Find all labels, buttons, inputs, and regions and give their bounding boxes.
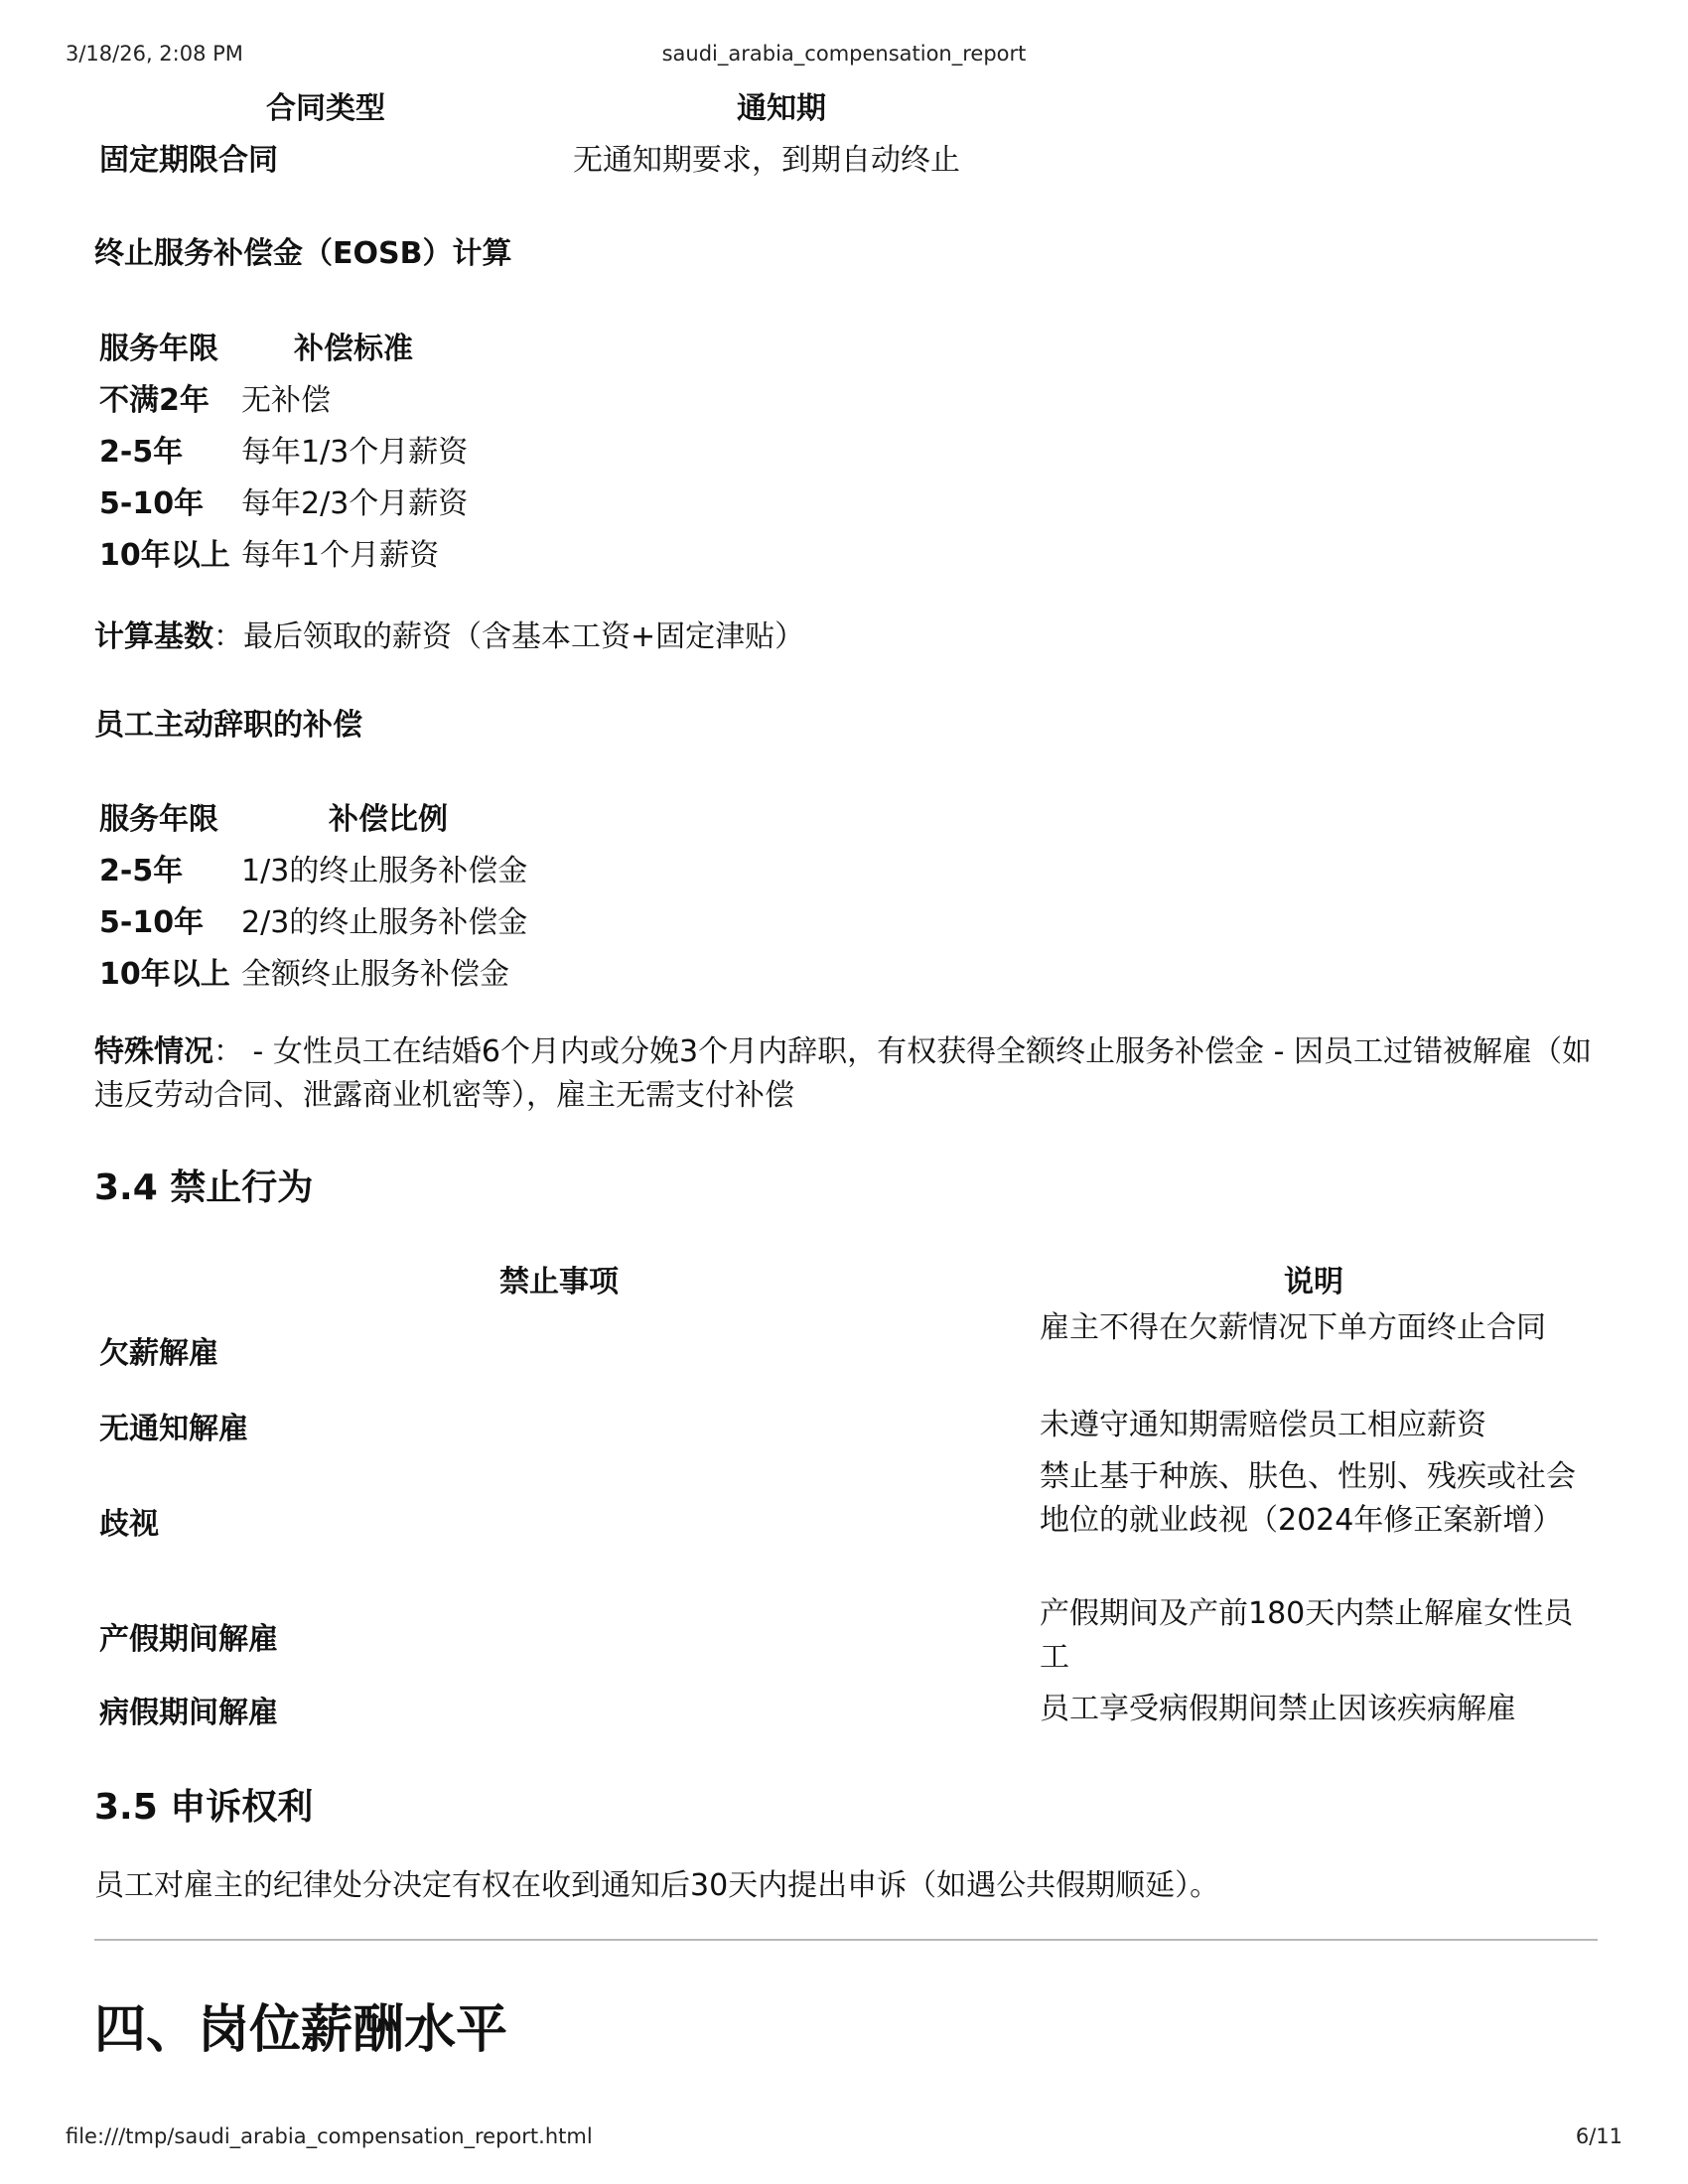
print-title: saudi_arabia_compensation_report (661, 42, 1027, 66)
eosb-row-years: 2-5年 (99, 435, 184, 470)
prohibited-item: 歧视 (99, 1507, 159, 1542)
notice-row-notice: 无通知期要求，到期自动终止 (573, 143, 960, 178)
resignation-row-value: 1/3的终止服务补偿金 (241, 854, 528, 888)
page-number: 6/11 (1575, 2124, 1622, 2148)
notice-row-type: 固定期限合同 (99, 143, 278, 178)
section-3-4-heading: 3.4 禁止行为 (94, 1167, 314, 1208)
eosb-basis (94, 612, 804, 655)
eosb-header-years: 服务年限 (99, 332, 218, 366)
eosb-row-value: 无补偿 (241, 383, 331, 418)
eosb-row-years: 5-10年 (99, 486, 205, 521)
eosb-row-value: 每年1/3个月薪资 (241, 435, 469, 470)
section-3-5-heading: 3.5 申诉权利 (94, 1787, 314, 1828)
horizontal-rule (94, 1939, 1598, 1941)
eosb-basis-text: ：最后领取的薪资（含基本工资+固定津贴） (213, 619, 805, 654)
eosb-row-value: 每年1个月薪资 (241, 538, 440, 573)
prohibited-desc: 未遵守通知期需赔偿员工相应薪资 (1040, 1408, 1486, 1442)
prohibited-desc: 雇主不得在欠薪情况下单方面终止合同 (1040, 1310, 1546, 1345)
notice-header-period: 通知期 (737, 91, 826, 126)
special-cases-text: ： - 女性员工在结婚6个月内或分娩3个月内辞职，有权获得全额终止服务补偿金 - 因员工过错被解雇（如违反劳动合同、泄露商业机密等），雇主无需支付补偿 (94, 1034, 1592, 1113)
prohibited-desc: 员工享受病假期间禁止因该疾病解雇 (1040, 1692, 1516, 1726)
print-datetime: 3/18/26, 2:08 PM (66, 42, 243, 66)
prohibited-item: 病假期间解雇 (99, 1696, 278, 1730)
eosb-basis-label: 计算基数 (94, 619, 213, 654)
eosb-row-years: 10年以上 (99, 538, 230, 573)
section-4-heading: 四、岗位薪酬水平 (94, 2000, 508, 2060)
eosb-row-value: 每年2/3个月薪资 (241, 486, 469, 521)
print-url: file:///tmp/saudi_arabia_compensation_report.html (66, 2124, 593, 2148)
prohibited-header-item: 禁止事项 (499, 1265, 619, 1299)
resignation-heading: 员工主动辞职的补偿 (94, 708, 362, 743)
prohibited-item: 欠薪解雇 (99, 1336, 218, 1371)
eosb-heading: 终止服务补偿金（EOSB）计算 (94, 236, 512, 271)
resignation-header-years: 服务年限 (99, 802, 218, 837)
print-footer (66, 2124, 1622, 2154)
resignation-row-years: 2-5年 (99, 854, 184, 888)
resignation-row-years: 5-10年 (99, 905, 205, 940)
special-cases-label: 特殊情况 (94, 1034, 213, 1069)
resignation-row-value: 2/3的终止服务补偿金 (241, 905, 528, 940)
prohibited-header-desc: 说明 (1284, 1265, 1343, 1299)
resignation-header-ratio: 补偿比例 (329, 802, 448, 837)
prohibited-item: 产假期间解雇 (99, 1622, 278, 1657)
resignation-row-value: 全额终止服务补偿金 (241, 957, 509, 992)
print-header (66, 42, 1622, 71)
prohibited-desc: 禁止基于种族、肤色、性别、残疾或社会地位的就业歧视（2024年修正案新增） (1040, 1459, 1576, 1538)
appeal-text: 员工对雇主的纪律处分决定有权在收到通知后30天内提出申诉（如遇公共假期顺延）。 (94, 1868, 1220, 1903)
eosb-header-standard: 补偿标准 (294, 332, 413, 366)
eosb-row-years: 不满2年 (99, 383, 210, 418)
prohibited-item: 无通知解雇 (99, 1412, 248, 1446)
prohibited-desc: 产假期间及产前180天内禁止解雇女性员工 (1040, 1596, 1574, 1675)
resignation-row-years: 10年以上 (99, 957, 230, 992)
special-cases (94, 1030, 1594, 1118)
notice-header-contract-type: 合同类型 (266, 91, 385, 126)
